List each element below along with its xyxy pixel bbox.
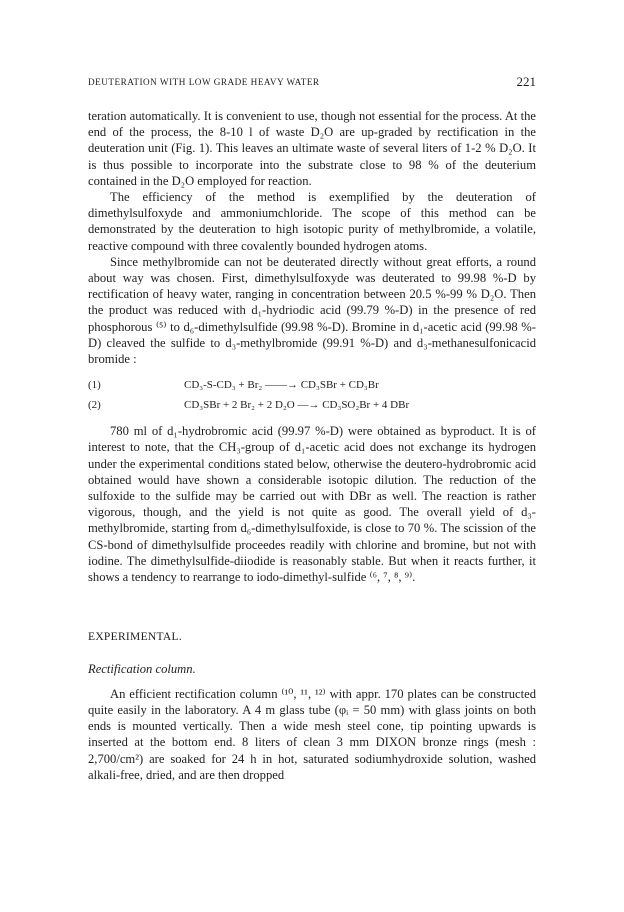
subsection-heading: Rectification column.	[88, 662, 196, 677]
running-head: DEUTERATION WITH LOW GRADE HEAVY WATER	[88, 77, 320, 87]
paragraph-efficiency: The efficiency of the method is exemplified by the deuteration of dimethylsulfoxyde and ammoniumchloride. The scope of this method can be demonstrated by the deuteration to high isotopic purity of methylbromide, a volatile, reactive compound with three covalently bounded hydrogen atoms.	[88, 190, 536, 253]
page-header	[88, 74, 536, 92]
paragraph-continuation: teration automatically. It is convenient to use, though not essential for the process. At the end of the process, the 8-10 l of waste D₂O are up-graded by rectification in the deuteration unit (Fig. 1). This leaves an ultimate waste of several liters of 1-2 % D₂O. It is thus possible to incorporate into the substrate close to 98 % of the deuterium contained in the D₂O employed for reaction.	[88, 109, 536, 188]
paragraph-byproduct: 780 ml of d₁-hydrobromic acid (99.97 %-D) were obtained as byproduct. It is of interest to note, that the CH₃-group of d₁-acetic acid does not exchange its hydrogen under the experimental conditions stated below, otherwise the deutero-hydrobromic acid obtained would have shown a considerable isotopic dilution. The reduction of the sulfoxide to the sulfide may be carried out with DBr as well. The reaction is rather vigorous, though, and the yield is not quite as good. The overall yield of d₃-methylbromide, starting from d₆-dimethylsulfoxide, is close to 70 %. The scission of the CS-bond of dimethylsulfide proceedes readily with chlorine and bromine, but not with iodine. The dimethylsulfide-diiodide is reasonably stable. But when it reacts further, it shows a tendency to rearrange to iodo-dimethyl-sulfide ⁽⁶, ⁷, ⁸, ⁹⁾.	[88, 424, 536, 585]
paragraph-rectification-column: An efficient rectification column ⁽¹⁰, ¹¹, ¹²⁾ with appr. 170 plates can be constructed quite easily in the laboratory. A 4 m glass tube (φᵢ = 50 mm) with glass joints on both ends is mounted vertically. Then a wide mesh steel cone, tip pointing upwards is inserted at the bottom end. 8 liters of clean 3 mm DIXON bronze rings (mesh : 2,700/cm²) are soaked for 24 h in hot, saturated sodiumhydroxide solution, washed alkali-free, dried, and are then dropped	[88, 686, 536, 782]
equation-number: (1)	[88, 379, 101, 392]
equation-text: CD₃-S-CD₃ + Br₂ ——→ CD₃SBr + CD₃Br	[184, 379, 379, 392]
page-number: 221	[516, 74, 536, 89]
section-heading: EXPERIMENTAL.	[88, 631, 183, 644]
equation-2	[88, 395, 536, 415]
equation-text: CD₃SBr + 2 Br₂ + 2 D₂O —→ CD₃SO₂Br + 4 DBr	[184, 399, 410, 412]
equation-number: (2)	[88, 399, 101, 412]
article-body	[88, 108, 536, 783]
paragraph-methylbromide: Since methylbromide can not be deuterated directly without great efforts, a round about way was chosen. First, dimethylsulfoxyde was deuterated to 99.98 %-D by rectification of heavy water, ranging in concentration between 20.5 %-99 % D₂O. Then the product was reduced with d₁-hydriodic acid (99.79 %-D) in the presence of red phosphorous ⁽⁵⁾ to d₆-dimethylsulfide (99.98 %-D). Bromine in d₁-acetic acid (99.98 %-D) cleaved the sulfide to d₃-methylbromide (99.91 %-D) and d₃-methanesulfonicacid bromide :	[88, 254, 536, 367]
equation-1	[88, 375, 536, 395]
reaction-equations	[88, 375, 536, 415]
section-spacer	[88, 585, 536, 629]
